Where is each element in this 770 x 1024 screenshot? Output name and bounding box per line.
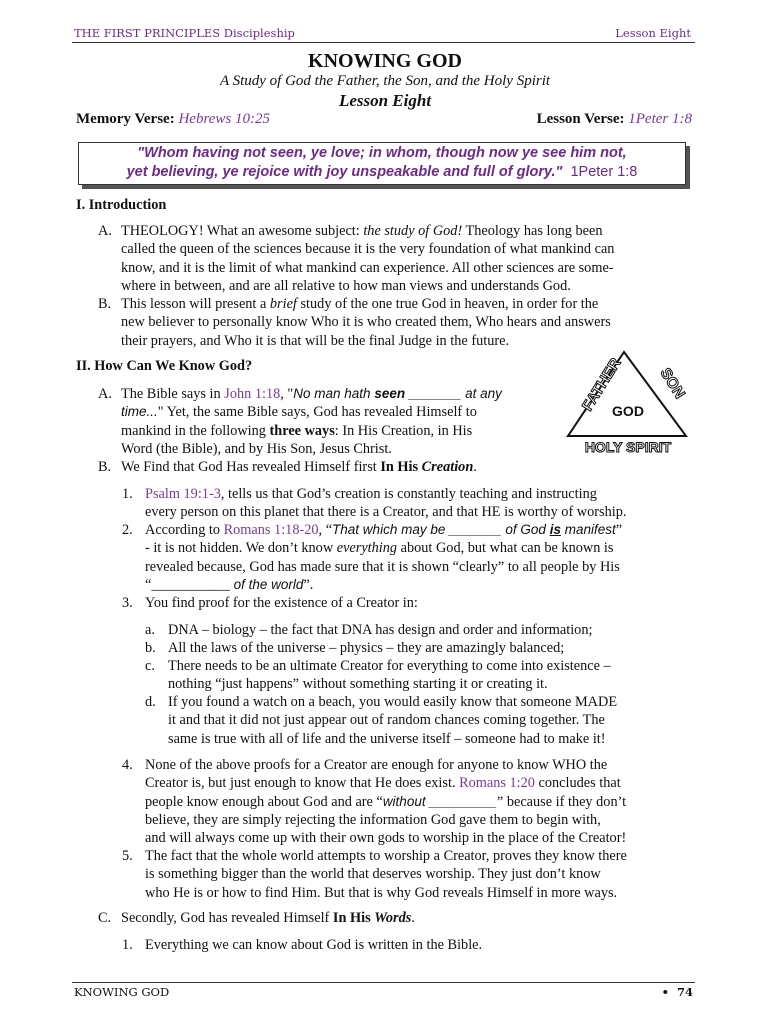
paragraph: This lesson will present a brief study of the one true God in heaven, in order for the new believer to personally know Who it is who created them, Who hears and answers their prayers, and Who it is that will be the final Judge in the future. (121, 296, 611, 349)
paragraph: We Find that God Has revealed Himself first In His Creation. (121, 459, 477, 475)
section-heading: I. Introduction (76, 197, 167, 213)
header-series: THE FIRST PRINCIPLES Discipleship (74, 26, 295, 40)
paragraph: Psalm 19:1-3, tells us that God’s creation is constantly teaching and instructing every person on this planet that there is a Creator, and that HE is worthy of worship. (145, 486, 627, 521)
page-number: • 74 (661, 985, 693, 999)
list-marker: A. (98, 386, 112, 402)
list-marker: A. (98, 223, 112, 239)
triangle-label-father: FATHER (578, 355, 625, 415)
list-marker: 1. (122, 937, 133, 953)
lesson-number: Lesson Eight (338, 91, 432, 110)
list-item: If you found a watch on a beach, you would easily know that someone MADE it and that it did not just appear out of random chances coming together. The same is true with all of life and the universe itself – someone had to make it! (168, 694, 618, 747)
lesson-verse-ref: 1Peter 1:8 (628, 111, 692, 127)
section-heading: II. How Can We Know God? (76, 358, 253, 374)
list-marker: 1. (122, 486, 133, 502)
paragraph: The fact that the whole world attempts to worship a Creator, proves they know there is something bigger than the world that deserves worship. They just don’t know who He is or how to find Him. But that is why God reveals Himself in more ways. (145, 848, 627, 901)
triangle-label-son: SON (656, 365, 689, 402)
list-marker: 5. (122, 848, 133, 864)
page-header (72, 26, 695, 43)
lesson-verse: Lesson Verse: 1Peter 1:8 (536, 111, 692, 127)
verse-line: yet believing, ye rejoice with joy unspeakable and full of glory." 1Peter 1:8 (126, 164, 638, 180)
paragraph: The Bible says in John 1:18, "No man hath seen _______ at any time..." Yet, the same Bible says, God has revealed Himself to mankind in the following three ways: In His Creation, in His Word (the Bible), and by His Son, Jesus Christ. (121, 386, 502, 457)
list-item: DNA – biology – the fact that DNA has design and order and information; (168, 622, 593, 638)
paragraph: Secondly, God has revealed Himself In His Words. (121, 910, 415, 926)
list-marker: C. (98, 910, 112, 926)
list-marker: B. (98, 296, 112, 312)
list-item: There needs to be an ultimate Creator for everything to come into existence – nothing “just happens” without something starting it or creating it. (168, 658, 611, 693)
verse-line: "Whom having not seen, ye love; in whom, though now ye see him not, (137, 145, 627, 161)
list-marker: 3. (122, 595, 133, 611)
paragraph: None of the above proofs for a Creator are enough for anyone to know WHO the Creator is, but just enough to know that He does exist. Romans 1:20 concludes that people know enough about God and are “without _________” because if they don’t believe, they are simply rejecting the information God gave them to begin with, and will always come up with their own gods to worship in the place of the Creator! (145, 757, 627, 847)
page-title: KNOWING GOD (308, 50, 462, 72)
paragraph: You find proof for the existence of a Creator in: (145, 595, 418, 611)
list-marker: c. (145, 658, 155, 674)
triangle-label-god: GOD (612, 403, 644, 419)
paragraph: Everything we can know about God is written in the Bible. (145, 937, 483, 953)
list-marker: b. (145, 640, 156, 656)
list-marker: a. (145, 622, 155, 638)
list-marker: 2. (122, 522, 133, 538)
trinity-triangle-diagram (560, 342, 700, 462)
page-subtitle: A Study of God the Father, the Son, and the Holy Spirit (219, 73, 551, 89)
list-marker: d. (145, 694, 156, 710)
page-footer (72, 982, 695, 999)
memory-verse-ref: Hebrews 10:25 (178, 111, 270, 127)
list-item: All the laws of the universe – physics – they are amazingly balanced; (168, 640, 565, 656)
list-marker: 4. (122, 757, 133, 773)
verse-box (78, 142, 686, 185)
header-lesson: Lesson Eight (615, 26, 691, 40)
verse-ref: 1Peter 1:8 (570, 164, 638, 180)
footer-title: KNOWING GOD (74, 985, 170, 999)
paragraph: THEOLOGY! What an awesome subject: the study of God! Theology has long been called the queen of the sciences because it is the very foundation of what mankind can know, and it is the limit of what mankind can experience. All other sciences are some- where in between, and are all relative to how man views and understands God. (121, 223, 615, 294)
list-marker: B. (98, 459, 112, 475)
memory-verse: Memory Verse: Hebrews 10:25 (76, 111, 270, 127)
paragraph: According to Romans 1:18-20, “That which may be _______ of God is manifest” - it is not hidden. We don’t know everything about God, but what can be known is revealed because, God has made sure that it is shown “clearly” to all people by His “___________ of the world”. (145, 522, 623, 593)
triangle-label-holy-spirit: HOLY SPIRIT (584, 439, 672, 455)
